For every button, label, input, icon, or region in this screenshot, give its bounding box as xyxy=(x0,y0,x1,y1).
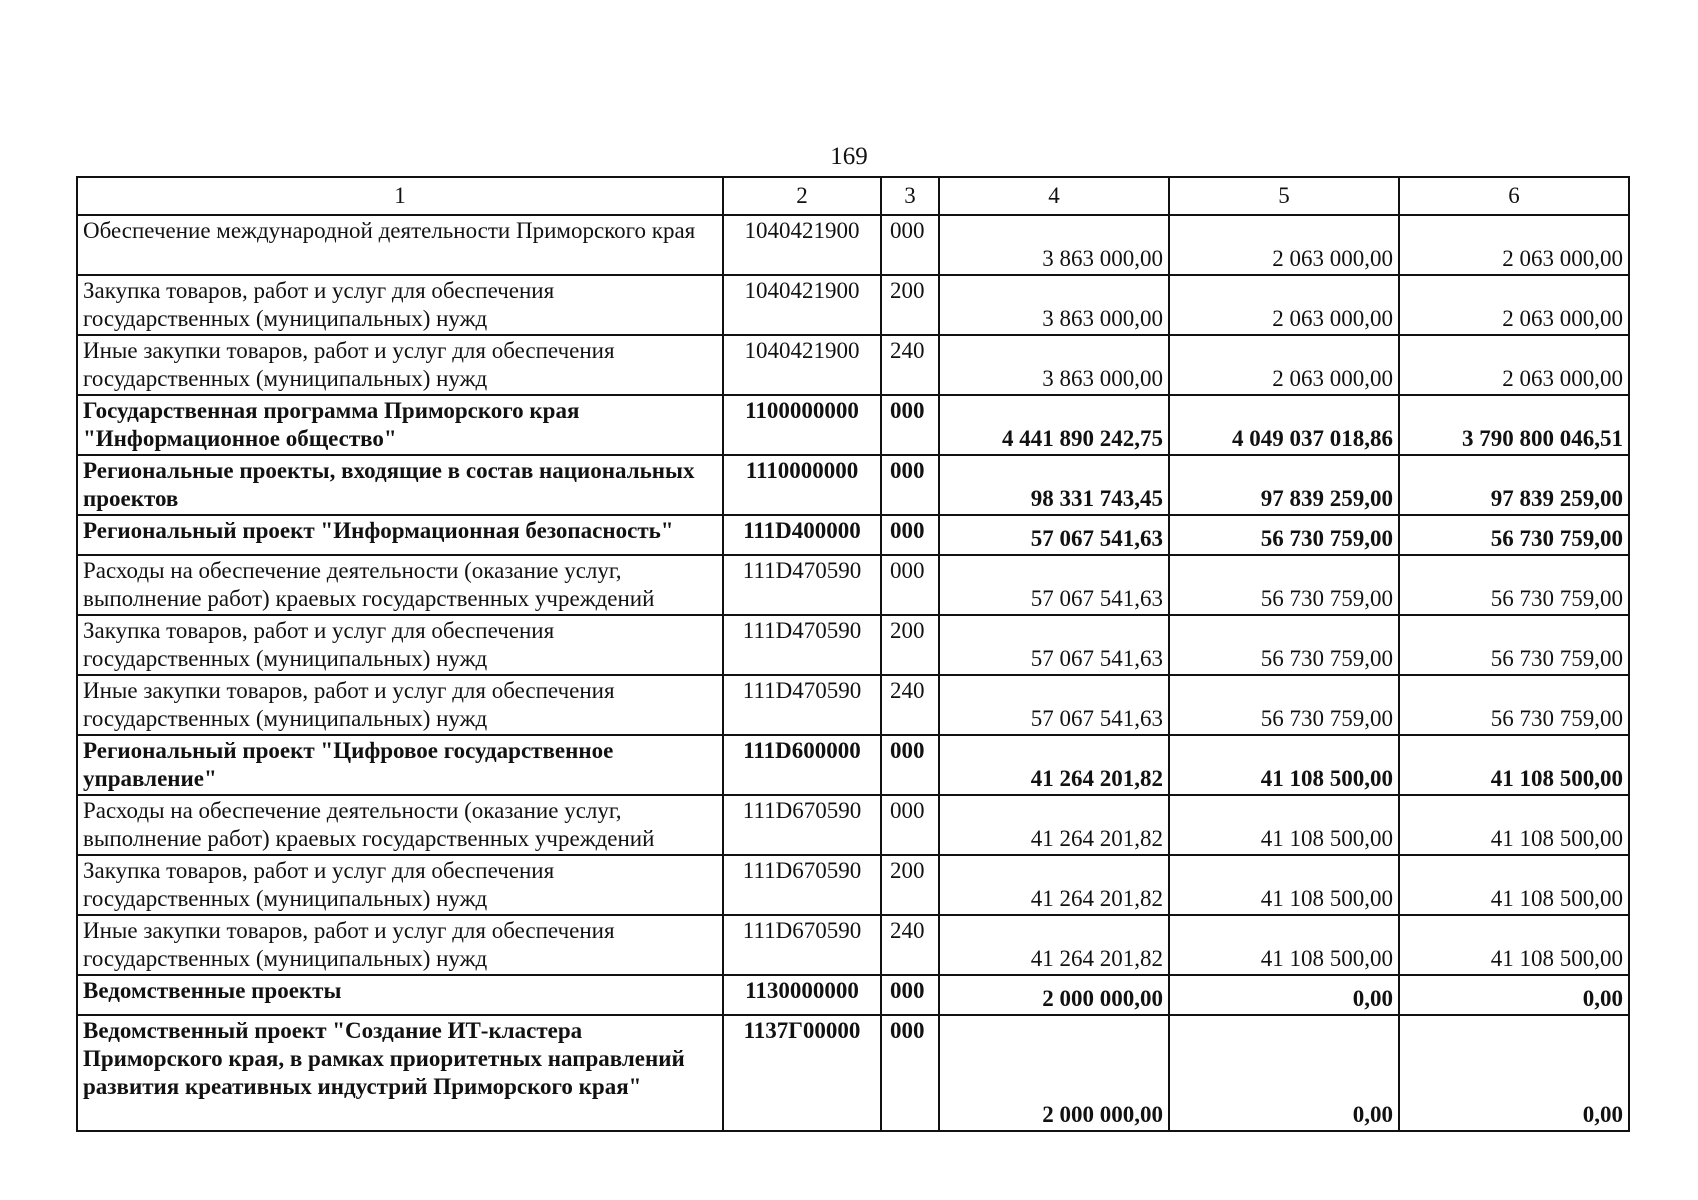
amount-col4-cell: 57 067 541,63 xyxy=(939,515,1169,555)
table-row xyxy=(77,215,1629,275)
amount-col4-cell: 3 863 000,00 xyxy=(939,335,1169,395)
amount-col5-cell: 4 049 037 018,86 xyxy=(1169,395,1399,455)
amount-col4-cell: 3 863 000,00 xyxy=(939,215,1169,275)
target-code-cell: 111D470590 xyxy=(723,555,881,615)
amount-col6-cell: 2 063 000,00 xyxy=(1399,335,1629,395)
expense-name-cell: Закупка товаров, работ и услуг для обеспечения государственных (муниципальных) нужд xyxy=(77,615,723,675)
target-code-cell: 1040421900 xyxy=(723,335,881,395)
amount-col5-cell: 56 730 759,00 xyxy=(1169,515,1399,555)
amount-col5-cell: 56 730 759,00 xyxy=(1169,615,1399,675)
column-header: 6 xyxy=(1399,177,1629,215)
table-row xyxy=(77,915,1629,975)
table-row xyxy=(77,1015,1629,1131)
amount-col5-cell: 41 108 500,00 xyxy=(1169,915,1399,975)
amount-col6-cell: 41 108 500,00 xyxy=(1399,735,1629,795)
amount-col5-cell: 41 108 500,00 xyxy=(1169,795,1399,855)
amount-col4-cell: 41 264 201,82 xyxy=(939,735,1169,795)
amount-col5-cell: 2 063 000,00 xyxy=(1169,275,1399,335)
table-row xyxy=(77,555,1629,615)
expense-name-cell: Государственная программа Приморского края "Информационное общество" xyxy=(77,395,723,455)
amount-col4-cell: 3 863 000,00 xyxy=(939,275,1169,335)
expense-name-cell: Расходы на обеспечение деятельности (оказание услуг, выполнение работ) краевых государственных учреждений xyxy=(77,555,723,615)
target-code-cell: 111D400000 xyxy=(723,515,881,555)
table-row xyxy=(77,975,1629,1015)
column-header: 5 xyxy=(1169,177,1399,215)
expense-type-cell: 240 xyxy=(881,335,939,395)
amount-col6-cell: 56 730 759,00 xyxy=(1399,555,1629,615)
amount-col4-cell: 41 264 201,82 xyxy=(939,795,1169,855)
table-row xyxy=(77,675,1629,735)
expense-name-cell: Ведомственные проекты xyxy=(77,975,723,1015)
target-code-cell: 111D670590 xyxy=(723,915,881,975)
amount-col5-cell: 56 730 759,00 xyxy=(1169,675,1399,735)
amount-col6-cell: 97 839 259,00 xyxy=(1399,455,1629,515)
table-row xyxy=(77,855,1629,915)
amount-col4-cell: 57 067 541,63 xyxy=(939,675,1169,735)
amount-col6-cell: 41 108 500,00 xyxy=(1399,855,1629,915)
amount-col5-cell: 0,00 xyxy=(1169,975,1399,1015)
column-header: 4 xyxy=(939,177,1169,215)
expense-name-cell: Ведомственный проект "Создание ИТ-кластера Приморского края, в рамках приоритетных направлений развития креативных индустрий Приморского края" xyxy=(77,1015,723,1131)
expense-name-cell: Иные закупки товаров, работ и услуг для обеспечения государственных (муниципальных) нужд xyxy=(77,915,723,975)
amount-col4-cell: 2 000 000,00 xyxy=(939,1015,1169,1131)
amount-col5-cell: 97 839 259,00 xyxy=(1169,455,1399,515)
target-code-cell: 111D600000 xyxy=(723,735,881,795)
expense-type-cell: 000 xyxy=(881,795,939,855)
amount-col6-cell: 41 108 500,00 xyxy=(1399,795,1629,855)
amount-col4-cell: 4 441 890 242,75 xyxy=(939,395,1169,455)
target-code-cell: 1100000000 xyxy=(723,395,881,455)
expense-type-cell: 000 xyxy=(881,735,939,795)
expense-type-cell: 000 xyxy=(881,555,939,615)
amount-col5-cell: 41 108 500,00 xyxy=(1169,855,1399,915)
target-code-cell: 1040421900 xyxy=(723,215,881,275)
expense-name-cell: Региональные проекты, входящие в состав национальных проектов xyxy=(77,455,723,515)
amount-col6-cell: 2 063 000,00 xyxy=(1399,275,1629,335)
expense-type-cell: 000 xyxy=(881,395,939,455)
amount-col5-cell: 0,00 xyxy=(1169,1015,1399,1131)
amount-col6-cell: 41 108 500,00 xyxy=(1399,915,1629,975)
target-code-cell: 1040421900 xyxy=(723,275,881,335)
amount-col4-cell: 57 067 541,63 xyxy=(939,615,1169,675)
expense-type-cell: 240 xyxy=(881,915,939,975)
expense-name-cell: Расходы на обеспечение деятельности (оказание услуг, выполнение работ) краевых государственных учреждений xyxy=(77,795,723,855)
amount-col6-cell: 3 790 800 046,51 xyxy=(1399,395,1629,455)
column-header: 2 xyxy=(723,177,881,215)
expense-name-cell: Закупка товаров, работ и услуг для обеспечения государственных (муниципальных) нужд xyxy=(77,855,723,915)
amount-col5-cell: 41 108 500,00 xyxy=(1169,735,1399,795)
amount-col4-cell: 41 264 201,82 xyxy=(939,855,1169,915)
table-row xyxy=(77,615,1629,675)
amount-col4-cell: 41 264 201,82 xyxy=(939,915,1169,975)
page-number: 169 xyxy=(830,143,868,170)
amount-col6-cell: 56 730 759,00 xyxy=(1399,515,1629,555)
table-row xyxy=(77,395,1629,455)
amount-col6-cell: 0,00 xyxy=(1399,1015,1629,1131)
amount-col6-cell: 0,00 xyxy=(1399,975,1629,1015)
table-row xyxy=(77,275,1629,335)
table-row xyxy=(77,795,1629,855)
table-row xyxy=(77,335,1629,395)
column-header: 1 xyxy=(77,177,723,215)
expense-type-cell: 000 xyxy=(881,1015,939,1131)
amount-col5-cell: 2 063 000,00 xyxy=(1169,215,1399,275)
table-row xyxy=(77,735,1629,795)
table-row xyxy=(77,515,1629,555)
amount-col6-cell: 56 730 759,00 xyxy=(1399,675,1629,735)
expense-type-cell: 000 xyxy=(881,975,939,1015)
budget-table xyxy=(76,176,1630,1132)
expense-type-cell: 240 xyxy=(881,675,939,735)
expense-name-cell: Региональный проект "Цифровое государственное управление" xyxy=(77,735,723,795)
target-code-cell: 111D470590 xyxy=(723,675,881,735)
table-header-row xyxy=(77,177,1629,215)
expense-name-cell: Иные закупки товаров, работ и услуг для обеспечения государственных (муниципальных) нужд xyxy=(77,675,723,735)
amount-col5-cell: 56 730 759,00 xyxy=(1169,555,1399,615)
expense-name-cell: Иные закупки товаров, работ и услуг для обеспечения государственных (муниципальных) нужд xyxy=(77,335,723,395)
expense-name-cell: Обеспечение международной деятельности Приморского края xyxy=(77,215,723,275)
expense-type-cell: 200 xyxy=(881,855,939,915)
amount-col6-cell: 56 730 759,00 xyxy=(1399,615,1629,675)
expense-type-cell: 000 xyxy=(881,515,939,555)
column-header: 3 xyxy=(881,177,939,215)
expense-type-cell: 200 xyxy=(881,615,939,675)
amount-col5-cell: 2 063 000,00 xyxy=(1169,335,1399,395)
expense-type-cell: 000 xyxy=(881,215,939,275)
target-code-cell: 111D670590 xyxy=(723,795,881,855)
target-code-cell: 111D670590 xyxy=(723,855,881,915)
expense-name-cell: Региональный проект "Информационная безопасность" xyxy=(77,515,723,555)
expense-name-cell: Закупка товаров, работ и услуг для обеспечения государственных (муниципальных) нужд xyxy=(77,275,723,335)
table-row xyxy=(77,455,1629,515)
target-code-cell: 1137Г00000 xyxy=(723,1015,881,1131)
target-code-cell: 1110000000 xyxy=(723,455,881,515)
target-code-cell: 1130000000 xyxy=(723,975,881,1015)
expense-type-cell: 200 xyxy=(881,275,939,335)
amount-col4-cell: 57 067 541,63 xyxy=(939,555,1169,615)
amount-col4-cell: 98 331 743,45 xyxy=(939,455,1169,515)
amount-col4-cell: 2 000 000,00 xyxy=(939,975,1169,1015)
target-code-cell: 111D470590 xyxy=(723,615,881,675)
expense-type-cell: 000 xyxy=(881,455,939,515)
amount-col6-cell: 2 063 000,00 xyxy=(1399,215,1629,275)
